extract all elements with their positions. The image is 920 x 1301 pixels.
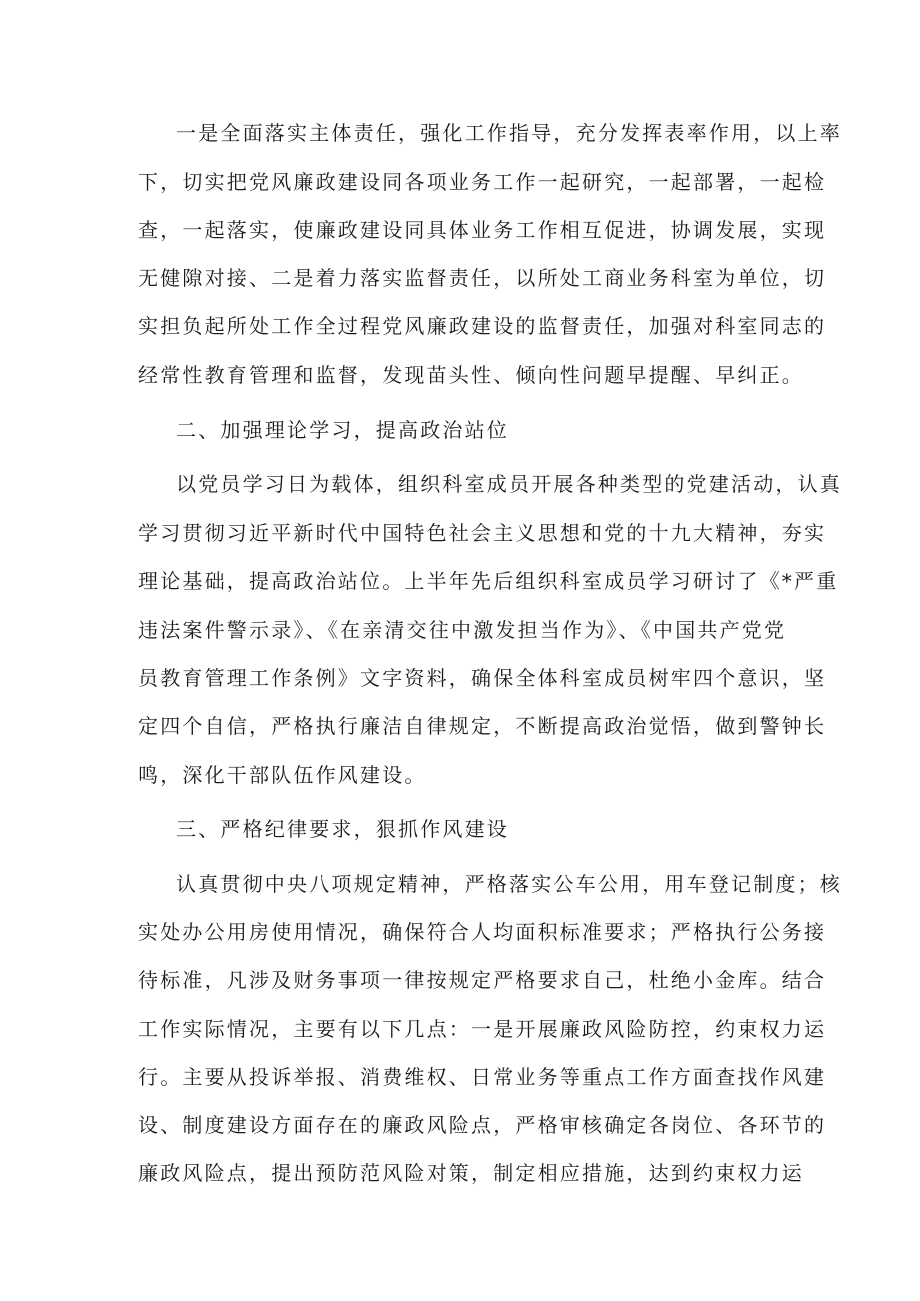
paragraph-3-line-4: 工作实际情况，主要有以下几点：一是开展廉政风险防控，约束权力运 [138, 1017, 827, 1041]
paragraph-1-line-6: 经常性教育管理和监督，发现苗头性、倾向性问题早提醒、早纠正。 [138, 363, 804, 387]
paragraph-1-line-5: 实担负起所处工作全过程党风廉政建设的监督责任，加强对科室同志的 [138, 314, 827, 338]
paragraph-3-line-5: 行。主要从投诉举报、消费维权、日常业务等重点工作方面查找作风建 [138, 1065, 827, 1089]
paragraph-2-line-6: 定四个自信，严格执行廉洁自律规定，不断提高政治觉悟，做到警钟长 [138, 714, 827, 738]
paragraph-3-line-6: 设、制度建设方面存在的廉政风险点，严格审核确定各岗位、各环节的 [138, 1113, 827, 1137]
paragraph-3-line-2: 实处办公用房使用情况，确保符合人均面积标准要求；严格执行公务接 [138, 920, 827, 944]
paragraph-1-line-1: 一是全面落实主体责任，强化工作指导，充分发挥表率作用，以上率 [176, 121, 842, 145]
paragraph-1-line-3: 查，一起落实，使廉政建设同具体业务工作相互促进，协调发展，实现 [138, 218, 827, 242]
paragraph-2-line-1: 以党员学习日为载体，组织科室成员开展各种类型的党建活动，认真 [176, 472, 842, 496]
paragraph-2-line-5: 员教育管理工作条例》文字资料，确保全体科室成员树牢四个意识，坚 [138, 666, 827, 690]
paragraph-3-line-7: 廉政风险点，提出预防范风险对策，制定相应措施，达到约束权力运 [138, 1161, 804, 1185]
paragraph-1-line-4: 无健隙对接、二是着力落实监督责任，以所处工商业务科室为单位，切 [138, 266, 827, 290]
section-heading-3: 三、严格纪律要求，狠抓作风建设 [176, 817, 509, 841]
paragraph-2-line-4: 违法案件警示录》、《在亲清交往中激发担当作为》、《中国共产党党 [138, 618, 787, 642]
paragraph-2-line-7: 鸣，深化干部队伍作风建设。 [138, 763, 427, 787]
paragraph-2-line-3: 理论基础，提高政治站位。上半年先后组织科室成员学习研讨了《*严重 [138, 569, 839, 593]
paragraph-3-line-1: 认真贯彻中央八项规定精神，严格落实公车公用，用车登记制度；核 [176, 872, 842, 896]
section-heading-2: 二、加强理论学习，提高政治站位 [176, 418, 509, 442]
paragraph-1-line-2: 下，切实把党风廉政建设同各项业务工作一起研究，一起部署，一起检 [138, 170, 827, 194]
paragraph-3-line-3: 待标准，凡涉及财务事项一律按规定严格要求自己，杜绝小金库。结合 [138, 968, 827, 992]
paragraph-2-line-2: 学习贯彻习近平新时代中国特色社会主义思想和党的十九大精神，夯实 [138, 521, 827, 545]
